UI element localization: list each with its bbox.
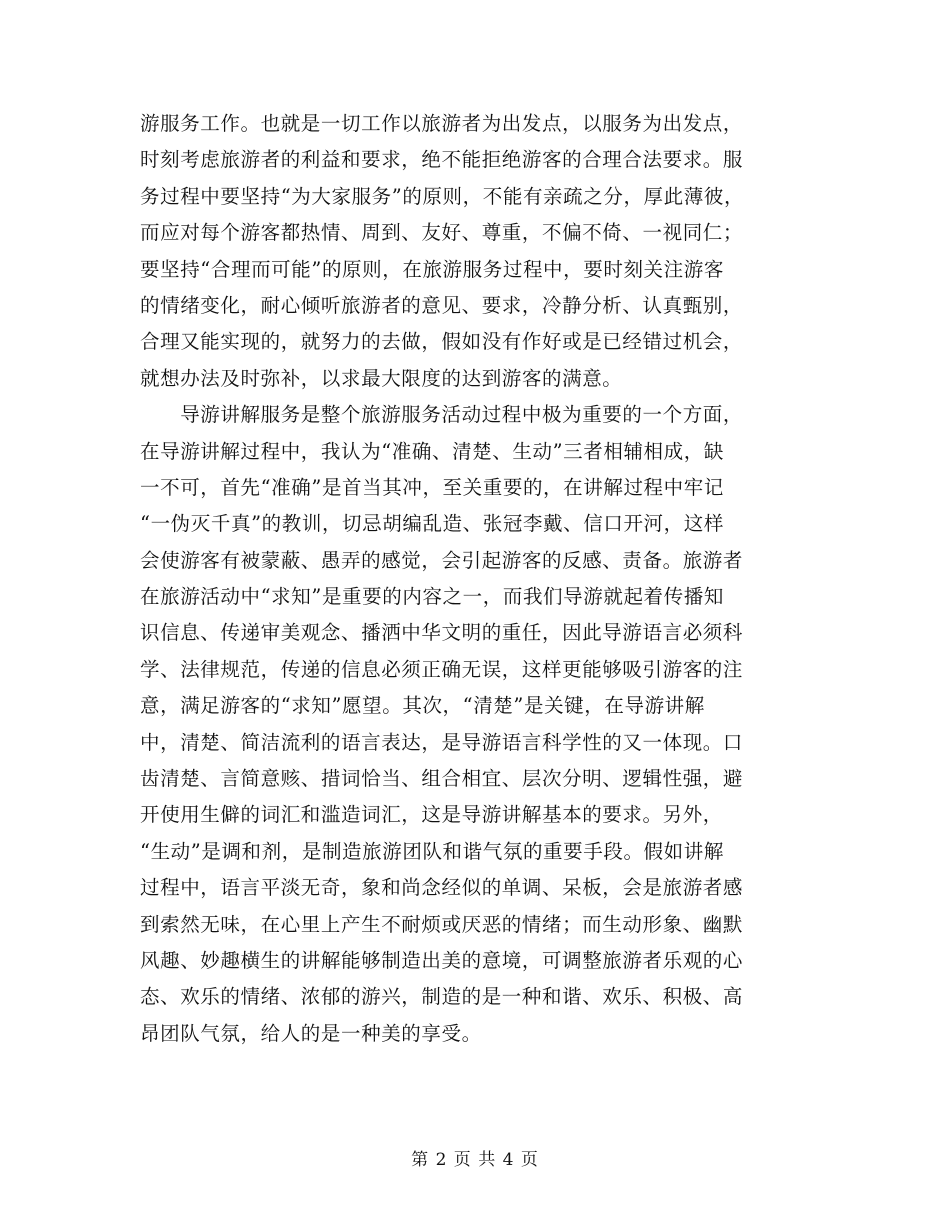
body-text [140, 106, 820, 1052]
text-line: 而应对每个游客都热情、周到、友好、尊重，不偏不倚、一视同仁； [140, 221, 744, 245]
text-line: 过程中，语言平淡无奇，象和尚念经似的单调、呆板，会是旅游者感 [140, 876, 744, 900]
text-line: 到索然无味，在心里上产生不耐烦或厌恶的情绪；而生动形象、幽默 [140, 912, 744, 936]
text-line: 在旅游活动中“求知”是重要的内容之一，而我们导游就起着传播知 [140, 585, 724, 609]
text-line: “一伪灭千真”的教训，切忌胡编乱造、张冠李戴、信口开河，这样 [140, 512, 724, 536]
text-line: 会使游客有被蒙蔽、愚弄的感觉，会引起游客的反感、责备。旅游者 [140, 548, 744, 572]
text-line: 态、欢乐的情绪、浓郁的游兴，制造的是一种和谐、欢乐、积极、高 [140, 985, 744, 1009]
text-line: 风趣、妙趣横生的讲解能够制造出美的意境，可调整旅游者乐观的心 [140, 948, 744, 972]
text-line: 昂团队气氛，给人的是一种美的享受。 [140, 1021, 482, 1045]
text-line: 学、法律规范，传递的信息必须正确无误，这样更能够吸引游客的注 [140, 657, 744, 681]
text-line: 游服务工作。也就是一切工作以旅游者为出发点，以服务为出发点， [140, 112, 744, 135]
page-number-footer: 第 2 页 共 4 页 [411, 1150, 539, 1170]
text-line: 开使用生僻的词汇和滥造词汇，这是导游讲解基本的要求。另外， [140, 803, 723, 827]
text-line: 合理又能实现的，就努力的去做，假如没有作好或是已经错过机会， [140, 330, 744, 354]
text-line: 齿清楚、言简意赅、措词恰当、组合相宜、层次分明、逻辑性强，避 [140, 767, 744, 791]
text-line: “生动”是调和剂，是制造旅游团队和谐气氛的重要手段。假如讲解 [140, 839, 724, 863]
text-line: 务过程中要坚持“为大家服务”的原则，不能有亲疏之分，厚此薄彼， [140, 184, 745, 208]
text-line: 要坚持“合理而可能”的原则，在旅游服务过程中，要时刻关注游客 [140, 257, 724, 281]
text-line: 导游讲解服务是整个旅游服务活动过程中极为重要的一个方面， [140, 403, 744, 427]
text-line: 意，满足游客的“求知”愿望。其次，“清楚”是关键，在导游讲解 [140, 694, 705, 718]
text-line: 的情绪变化，耐心倾听旅游者的意见、要求，冷静分析、认真甄别， [140, 293, 744, 317]
text-line: 一不可，首先“准确”是首当其冲，至关重要的，在讲解过程中牢记 [140, 475, 724, 499]
text-line: 在导游讲解过程中，我认为“准确、清楚、生动”三者相辅相成，缺 [140, 439, 724, 463]
text-line: 中，清楚、简洁流利的语言表达，是导游语言科学性的又一体现。口 [140, 730, 744, 754]
text-line: 就想办法及时弥补，以求最大限度的达到游客的满意。 [140, 366, 623, 390]
text-line: 时刻考虑旅游者的利益和要求，绝不能拒绝游客的合理合法要求。服 [140, 148, 744, 172]
text-line: 识信息、传递审美观念、播洒中华文明的重任，因此导游语言必须科 [140, 621, 744, 645]
